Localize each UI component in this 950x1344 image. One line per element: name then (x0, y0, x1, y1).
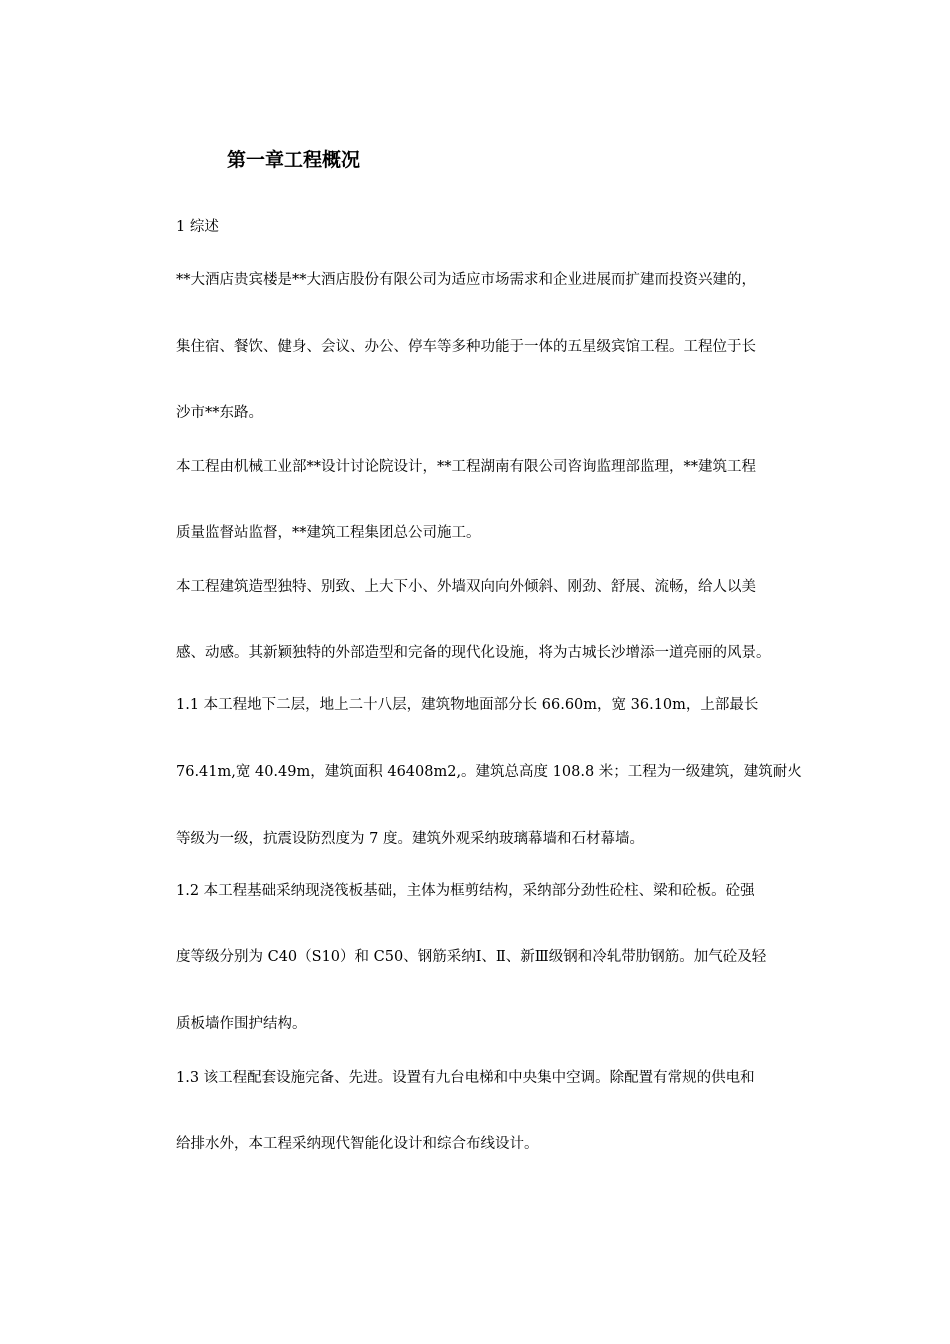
section-heading: 1 综述 (176, 219, 219, 235)
paragraph-line: 1.2 本工程基础采纳现浇筏板基础，主体为框剪结构，采纳部分劲性砼柱、梁和砼板。砼强 (176, 883, 755, 899)
paragraph-line: 沙市**东路。 (176, 405, 263, 421)
paragraph-line: 本工程建筑造型独特、别致、上大下小、外墙双向向外倾斜、刚劲、舒展、流畅，给人以美 (176, 579, 756, 595)
paragraph-line: 76.41m,宽 40.49m，建筑面积 46408m2,。建筑总高度 108.8 米；工程为一级建筑，建筑耐火 (176, 764, 802, 780)
paragraph-line: **大酒店贵宾楼是**大酒店股份有限公司为适应市场需求和企业进展而扩建而投资兴建的， (176, 272, 756, 288)
paragraph-line: 1.3 该工程配套设施完备、先进。设置有九台电梯和中央集中空调。除配置有常规的供电和 (176, 1070, 755, 1086)
paragraph-line: 感、动感。其新颖独特的外部造型和完备的现代化设施，将为古城长沙增添一道亮丽的风景。 (176, 645, 771, 661)
paragraph-line: 质板墙作围护结构。 (176, 1016, 307, 1032)
paragraph-line: 度等级分别为 C40（S10）和 C50、钢筋采纳Ⅰ、Ⅱ、新Ⅲ级钢和冷轧带肋钢筋。加气砼及轻 (176, 949, 767, 965)
paragraph-line: 1.1 本工程地下二层，地上二十八层，建筑物地面部分长 66.60m，宽 36.10m，上部最长 (176, 697, 759, 713)
paragraph-line: 质量监督站监督，**建筑工程集团总公司施工。 (176, 525, 481, 541)
paragraph-line: 给排水外，本工程采纳现代智能化设计和综合布线设计。 (176, 1136, 539, 1152)
paragraph-line: 等级为一级，抗震设防烈度为 7 度。建筑外观采纳玻璃幕墙和石材幕墙。 (176, 831, 644, 847)
chapter-title: 第一章工程概况 (227, 149, 361, 171)
paragraph-line: 集住宿、餐饮、健身、会议、办公、停车等多种功能于一体的五星级宾馆工程。工程位于长 (176, 339, 756, 355)
paragraph-line: 本工程由机械工业部**设计讨论院设计，**工程湖南有限公司咨询监理部监理，**建筑工程 (176, 459, 756, 475)
